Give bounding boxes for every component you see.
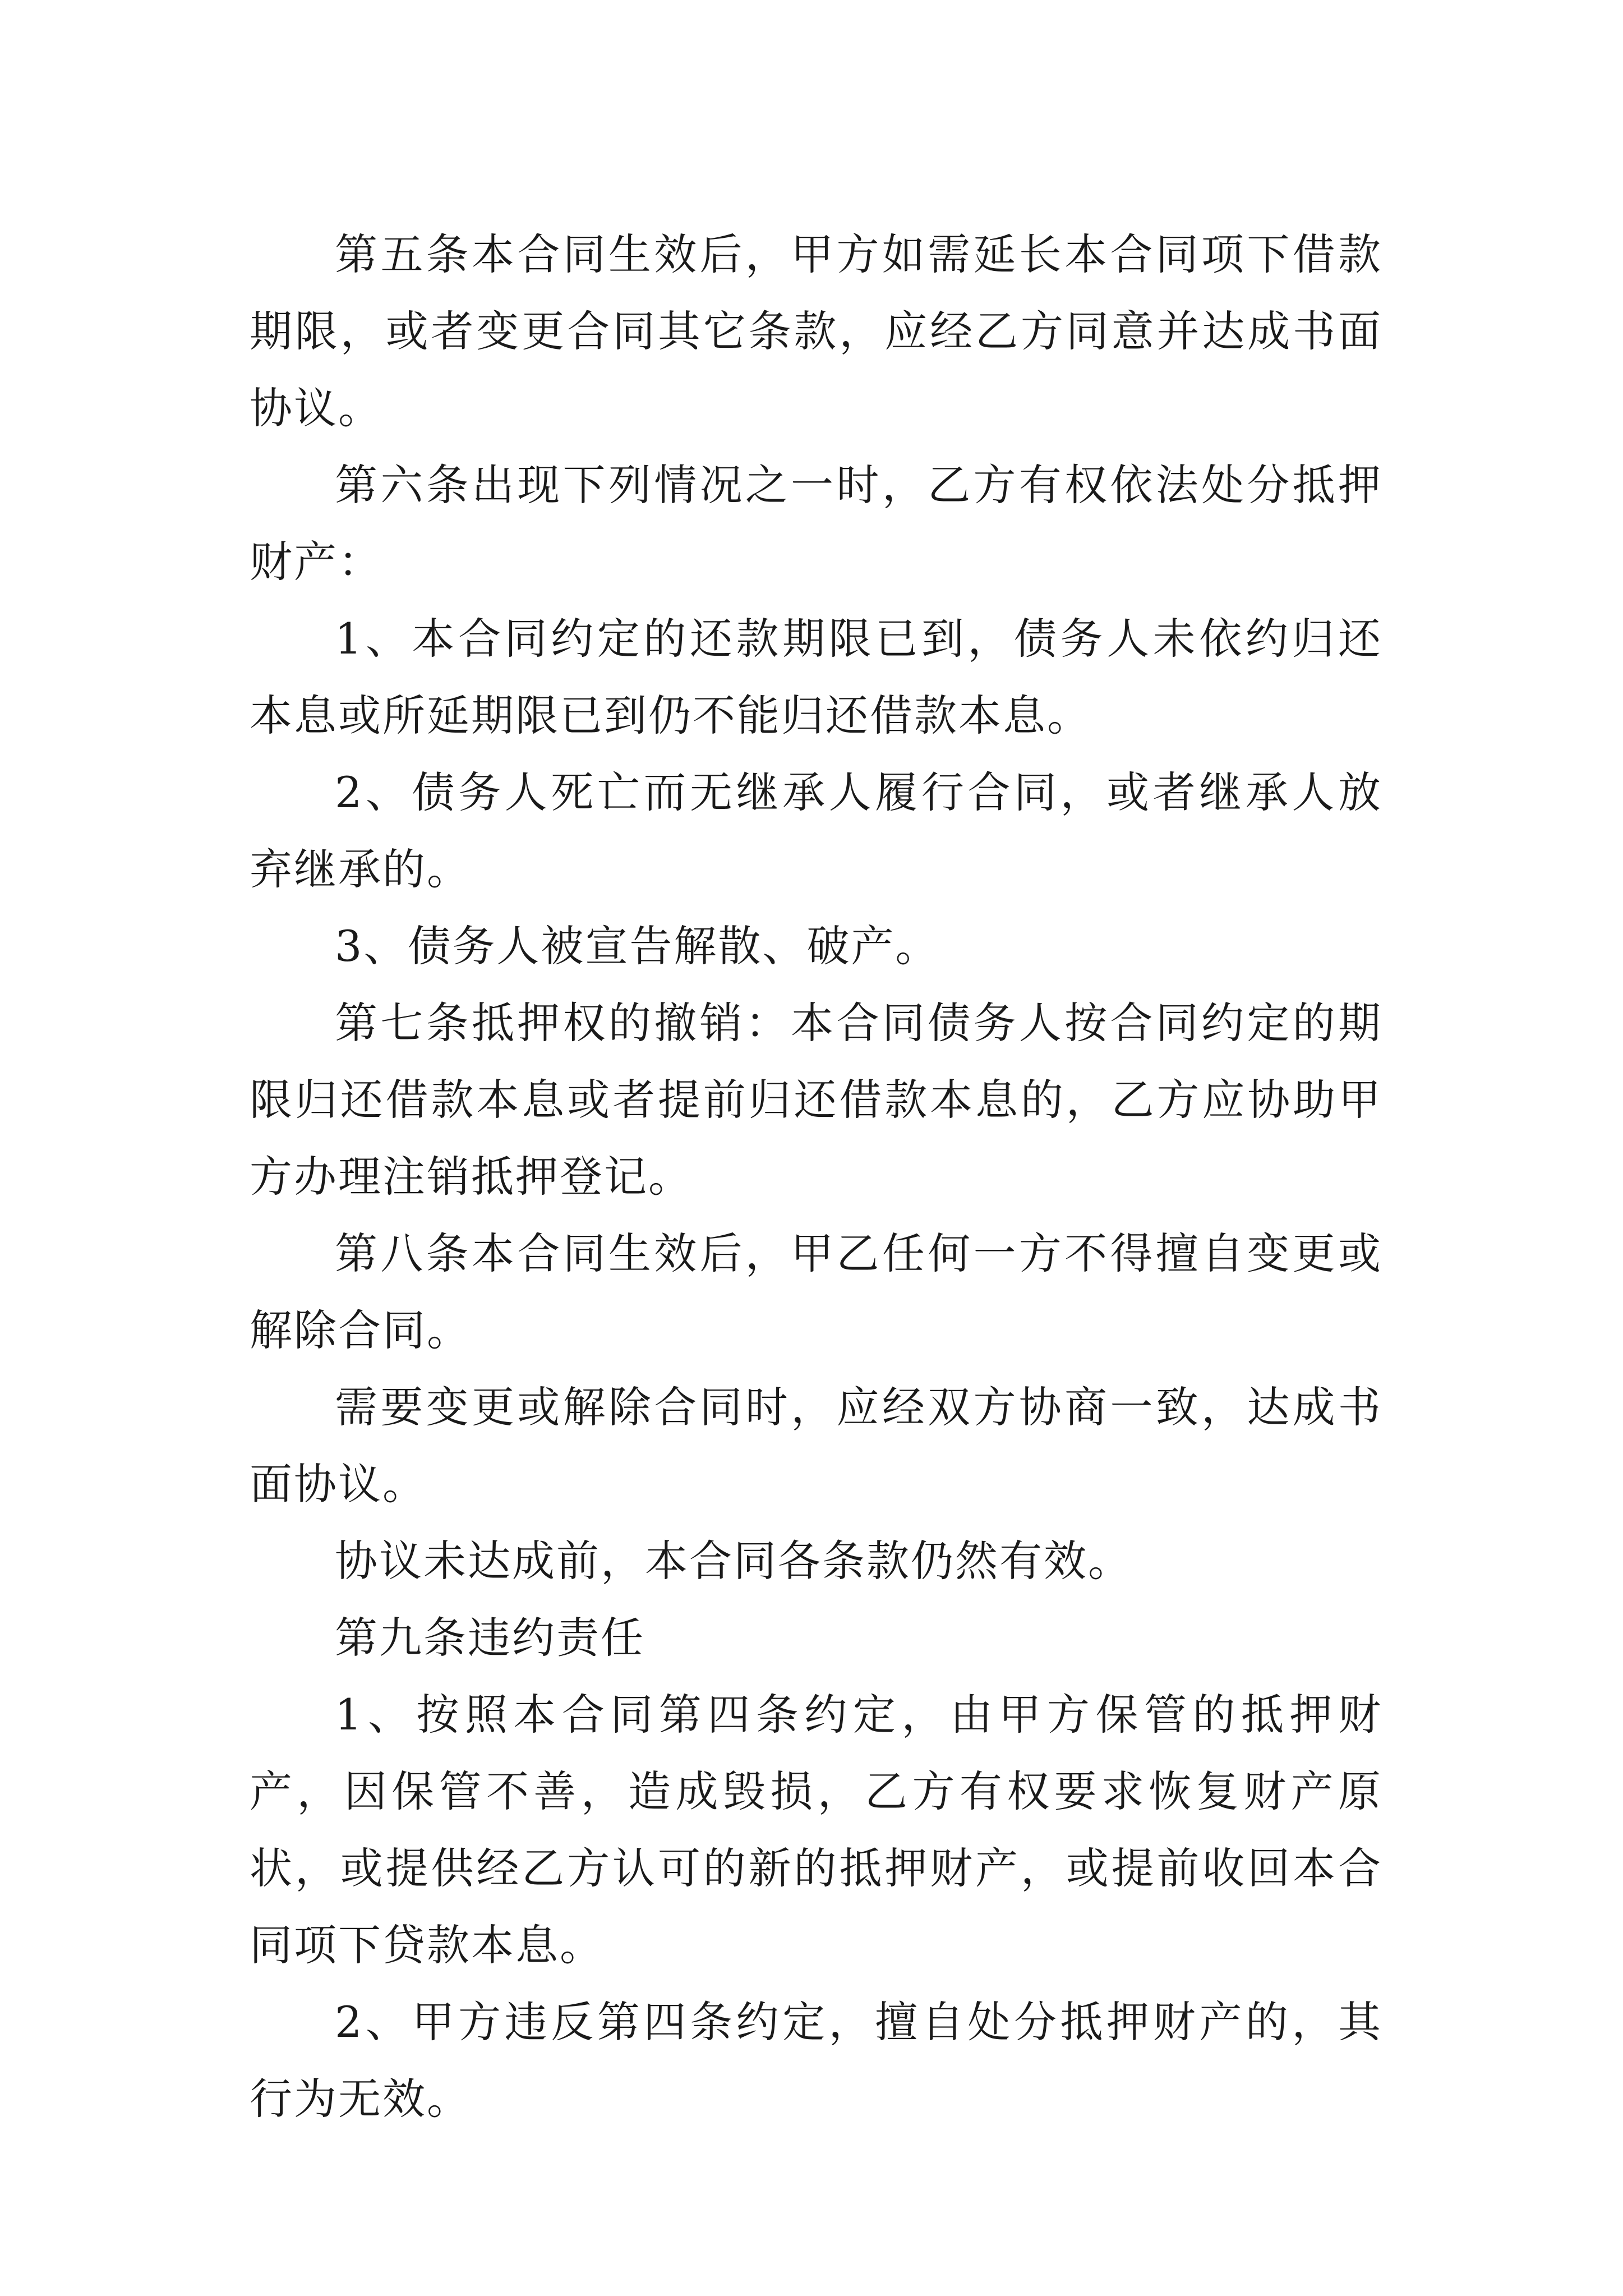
paragraph-article-9-item-2: 2、甲方违反第四条约定，擅自处分抵押财产的，其行为无效。	[250, 1997, 1382, 2124]
paragraph-article-8-change: 需要变更或解除合同时，应经双方协商一致，达成书面协议。	[250, 1382, 1382, 1509]
paragraph-article-6-item-3: 3、债务人被宣告解散、破产。	[335, 921, 940, 971]
paragraph-article-6: 第六条出现下列情况之一时，乙方有权依法处分抵押财产：	[250, 460, 1382, 587]
paragraph-article-6-item-2: 2、债务人死亡而无继承人履行合同，或者继承人放弃继承的。	[250, 767, 1382, 894]
paragraph-article-9-item-1: 1、按照本合同第四条约定，由甲方保管的抵押财产，因保管不善，造成毁损，乙方有权要求恢复财产原状，或提供经乙方认可的新的抵押财产，或提前收回本合同项下贷款本息。	[250, 1690, 1382, 1970]
paragraph-article-7: 第七条抵押权的撤销：本合同债务人按合同约定的期限归还借款本息或者提前归还借款本息的，乙方应协助甲方办理注销抵押登记。	[250, 998, 1382, 1202]
paragraph-article-6-item-1: 1、本合同约定的还款期限已到，债务人未依约归还本息或所延期限已到仍不能归还借款本息。	[250, 614, 1382, 740]
paragraph-article-8: 第八条本合同生效后，甲乙任何一方不得擅自变更或解除合同。	[250, 1228, 1382, 1355]
paragraph-article-5: 第五条本合同生效后，甲方如需延长本合同项下借款期限，或者变更合同其它条款，应经乙方同意并达成书面协议。	[250, 229, 1382, 433]
paragraph-article-9-heading: 第九条违约责任	[335, 1613, 645, 1663]
document-body	[250, 216, 1382, 2137]
paragraph-article-8-validity: 协议未达成前，本合同各条款仍然有效。	[335, 1536, 1132, 1586]
